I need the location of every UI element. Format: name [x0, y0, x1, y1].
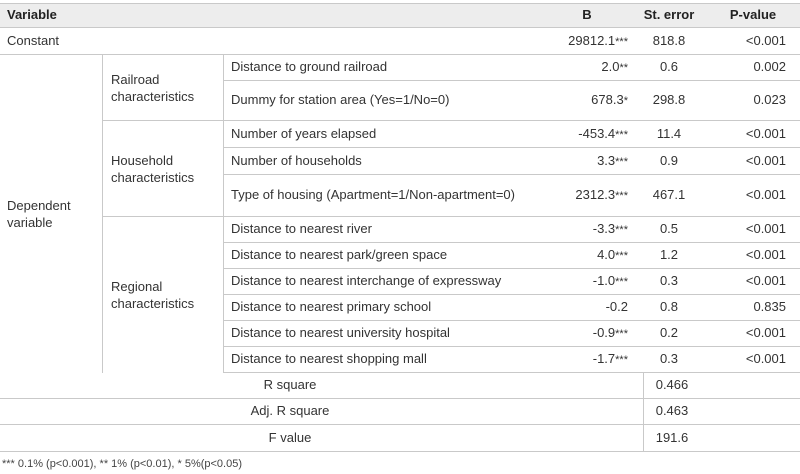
constant-b-value: 29812.1*** — [568, 33, 628, 49]
divider-group — [223, 55, 224, 373]
stat-value: 191.6 — [655, 429, 689, 445]
row-b — [526, 217, 632, 242]
stats-row — [0, 373, 800, 399]
row-b-value: 3.3*** — [597, 152, 628, 168]
stats-row — [0, 425, 800, 452]
row-variable: Type of housing (Apartment=1/Non-apartment=0) — [231, 187, 515, 203]
table-row — [224, 269, 800, 295]
stats-row — [0, 399, 800, 425]
row-b-value: -0.9*** — [592, 325, 628, 341]
row-b — [526, 175, 632, 216]
table-row — [224, 121, 800, 148]
constant-se: 818.8 — [652, 33, 686, 49]
row-variable: Dummy for station area (Yes=1/No=0) — [231, 92, 450, 108]
table-header-row — [0, 3, 800, 28]
row-b — [526, 55, 632, 80]
row-variable: Distance to ground railroad — [231, 59, 388, 75]
significance-footnote: *** 0.1% (p<0.001), ** 1% (p<0.01), * 5%(p<0.05) — [2, 458, 243, 470]
row-p: <0.001 — [745, 247, 786, 263]
row-variable: Distance to nearest university hospital — [231, 325, 450, 341]
row-b-value: -453.4*** — [578, 125, 628, 141]
row-variable: Number of households — [231, 152, 362, 168]
dependent-variable-label: Dependent variable — [7, 198, 71, 230]
divider-household-regional — [102, 216, 223, 217]
row-se: 0.2 — [659, 325, 679, 341]
row-se: 467.1 — [652, 187, 686, 203]
header-b: B — [582, 7, 592, 23]
row-b-value: 2312.3*** — [575, 187, 628, 203]
row-variable: Distance to nearest primary school — [231, 299, 432, 315]
table-row — [224, 243, 800, 269]
row-se: 0.8 — [659, 299, 679, 315]
row-se: 0.6 — [659, 59, 679, 75]
table-row — [224, 175, 800, 217]
stat-label: F value — [268, 429, 312, 445]
row-b — [526, 148, 632, 174]
constant-label: Constant — [7, 33, 60, 49]
header-st-error: St. error — [643, 7, 695, 23]
group-regional: Regional characteristics — [111, 279, 195, 311]
group-railroad: Railroad characteristics — [111, 72, 195, 104]
row-se: 0.3 — [659, 273, 679, 289]
table-row — [224, 217, 800, 243]
row-p: <0.001 — [745, 351, 786, 367]
row-b — [526, 121, 632, 147]
header-p-value: P-value — [729, 7, 777, 23]
row-variable: Distance to nearest park/green space — [231, 247, 448, 263]
row-b — [526, 269, 632, 294]
row-b-value: -1.7*** — [592, 351, 628, 367]
row-b — [526, 321, 632, 346]
row-se: 11.4 — [656, 125, 682, 141]
row-p: <0.001 — [745, 273, 786, 289]
row-p: 0.002 — [753, 59, 786, 75]
row-p: <0.001 — [745, 325, 786, 341]
stat-label: R square — [263, 377, 317, 393]
row-b — [526, 81, 632, 120]
row-p: 0.835 — [753, 299, 786, 315]
row-p: <0.001 — [745, 187, 786, 203]
row-variable: Number of years elapsed — [231, 125, 377, 141]
row-se: 0.9 — [659, 152, 679, 168]
table-row — [224, 321, 800, 347]
row-se: 1.2 — [659, 247, 679, 263]
table-row-constant — [0, 29, 800, 55]
row-b-value: -3.3*** — [592, 221, 628, 237]
row-b-value: -0.2 — [605, 299, 628, 315]
row-b-value: 678.3* — [591, 92, 628, 108]
table-row — [224, 148, 800, 175]
constant-p: <0.001 — [745, 33, 786, 49]
table-row — [224, 347, 800, 373]
row-variable: Distance to nearest interchange of expressway — [231, 273, 502, 289]
row-variable: Distance to nearest shopping mall — [231, 351, 427, 367]
stat-label: Adj. R square — [250, 403, 330, 419]
stat-value: 0.463 — [655, 403, 689, 419]
divider-railroad-household — [102, 120, 223, 121]
row-p: <0.001 — [745, 125, 786, 141]
row-b-value: 4.0*** — [597, 247, 628, 263]
row-p: 0.023 — [753, 92, 786, 108]
divider-dependent — [102, 55, 103, 373]
group-household: Household characteristics — [111, 153, 195, 185]
row-b-value: 2.0** — [601, 59, 628, 75]
constant-b — [526, 29, 632, 54]
row-b — [526, 295, 632, 320]
row-b-value: -1.0*** — [592, 273, 628, 289]
table-row — [224, 55, 800, 81]
table-row — [224, 81, 800, 121]
table-row — [224, 295, 800, 321]
row-p: <0.001 — [745, 152, 786, 168]
row-se: 0.3 — [659, 351, 679, 367]
row-se: 0.5 — [659, 221, 679, 237]
row-b — [526, 243, 632, 268]
row-p: <0.001 — [745, 221, 786, 237]
divider-stats — [643, 373, 644, 452]
stat-value: 0.466 — [655, 377, 689, 393]
row-se: 298.8 — [652, 92, 686, 108]
row-b — [526, 347, 632, 372]
row-variable: Distance to nearest river — [231, 221, 372, 237]
header-variable: Variable — [7, 7, 57, 23]
